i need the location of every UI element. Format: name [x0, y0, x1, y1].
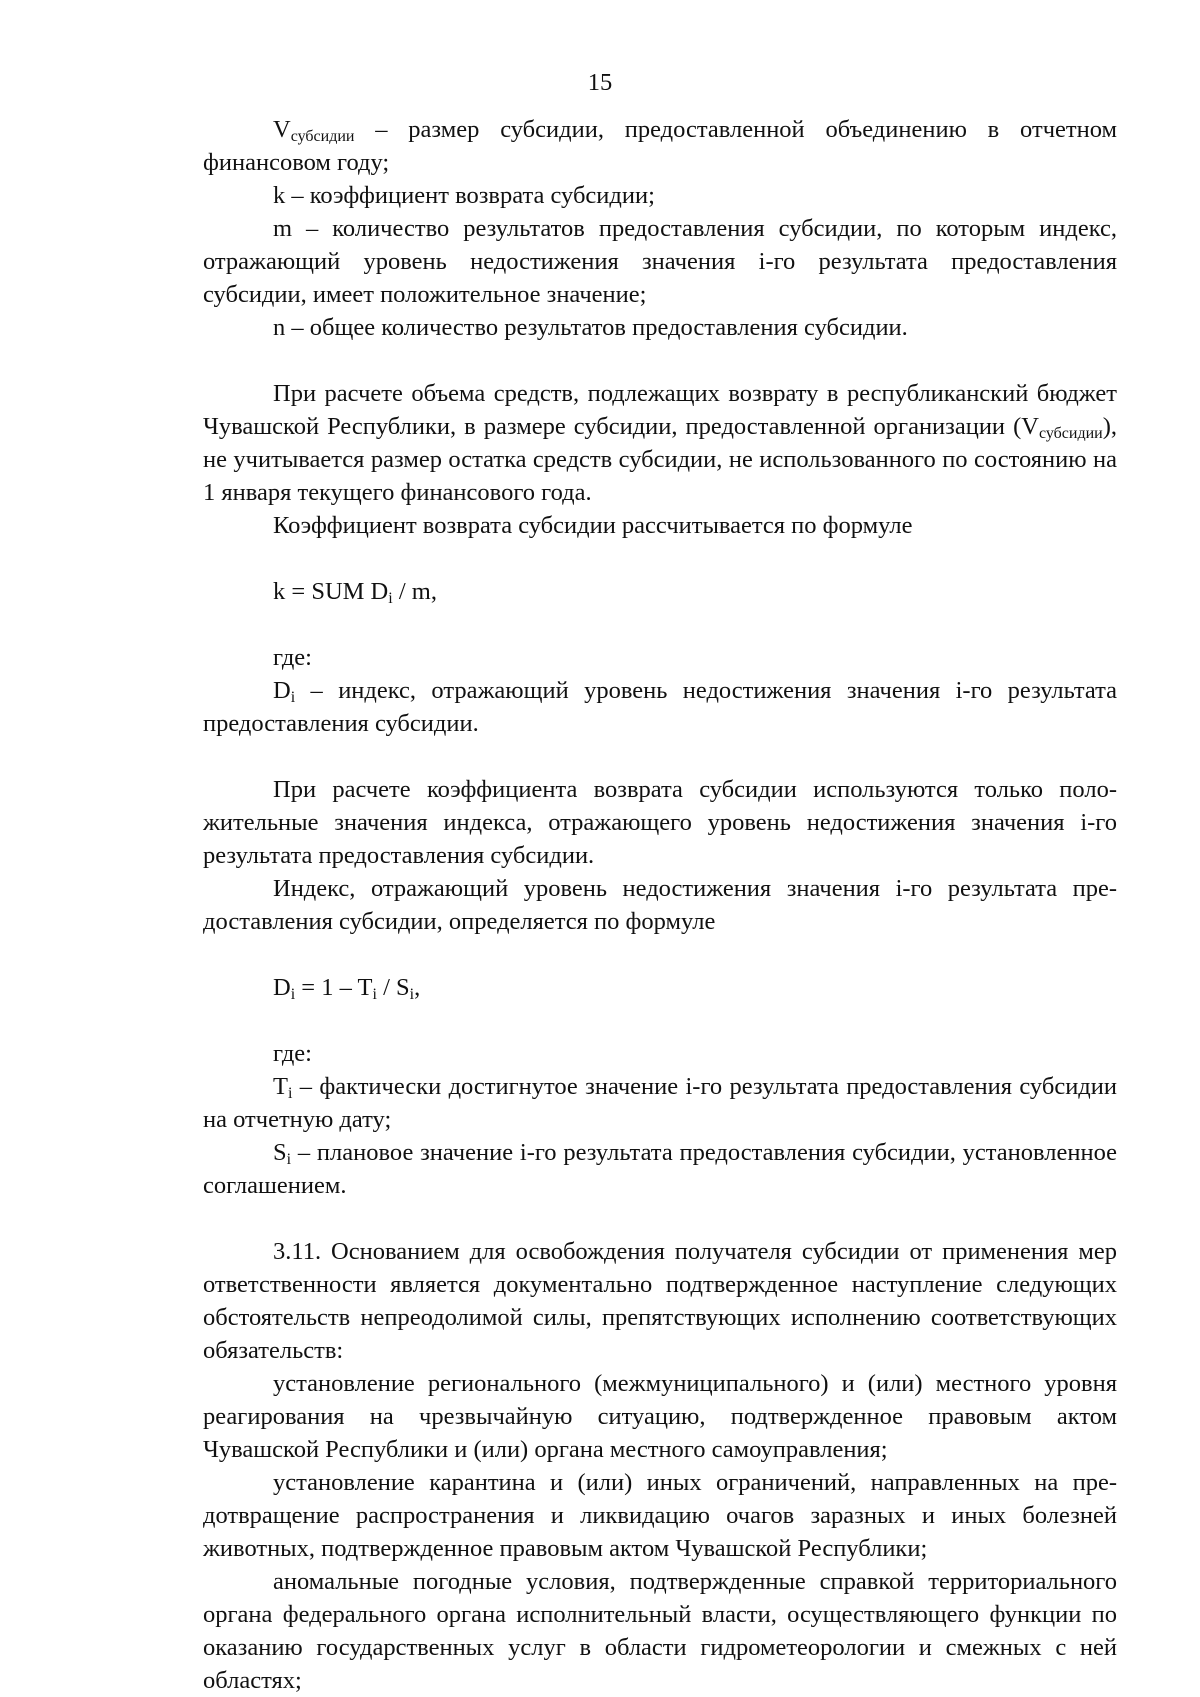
n-definition: n – общее количество результатов предоставления субсидии.	[273, 314, 908, 341]
index-formula-intro: Индекс, отражающий уровень недостижения значения i-го результата предоставления субсидии, определяется по формуле	[203, 875, 1117, 935]
where-label-2: где:	[273, 1040, 312, 1067]
di-definition: $D_i$ – индекс, отражающий уровень недостижения значения i-го результата предоставления субсидии.	[203, 677, 1117, 737]
si-definition: $S_i$ – плановое значение i-го результата предоставления субсидии, установленное соглашением.	[203, 1139, 1117, 1199]
calculation-paragraph: При расчете объема средств, подлежащих возврату в республиканский бюджет Чувашской Республики, в размере субсидии, предоставленной организации $(V_{субсидии})$, не учитывается размер остатка средств субсидии, не использованного по состоянию на 1 января текущего финансового года.	[203, 380, 1117, 506]
ti-definition: $T_i$ – фактически достигнутое значение i-го результата предоставления субсидии на отчетную дату;	[203, 1073, 1117, 1133]
k-definition: k – коэффициент возврата субсидии;	[273, 182, 655, 209]
force-majeure-emergency: установление регионального (межмуниципального) и (или) местного уровня реагирования на чрезвычайную ситуацию, подтвержденное правовым актом Чувашской Республики и (или) органа местного самоуправления;	[203, 1370, 1117, 1463]
force-majeure-quarantine: установление карантина и (или) иных ограничений, направленных на предотвращение распространения и ликвидацию очагов заразных и иных болезней животных, подтвержденное правовым актом Чувашской Республики;	[203, 1469, 1117, 1562]
where-label-1: где:	[273, 644, 312, 671]
force-majeure-weather: аномальные погодные условия, подтвержденные справкой территориального органа федерального органа исполнительный власти, осуществляющего функции по оказанию государственных услуг в области гидрометеорологии и смежных с ней областях;	[203, 1568, 1117, 1694]
v-subsidy-definition: $V_{субсидии}$ – размер субсидии, предоставленной объединению в отчетном финансовом году;	[203, 116, 1117, 176]
positive-values-paragraph: При расчете коэффициента возврата субсидии используются только положительные значения индекса, отражающего уровень недостижения значения i-го результата предоставления субсидии.	[203, 776, 1117, 869]
document-body	[203, 113, 1117, 1697]
di-formula: $D_i = 1 - T_i / S_i$,	[273, 974, 421, 1003]
k-formula: k = SUM $D_i$ / m,	[273, 578, 437, 607]
clause-3-11: 3.11. Основанием для освобождения получателя субсидии от применения мер ответственности является документально подтвержденное наступление следующих обстоятельств непреодолимой силы, препятствующих исполнению соответствующих обязательств:	[203, 1238, 1117, 1364]
page-number: 15	[587, 69, 613, 96]
m-definition: m – количество результатов предоставления субсидии, по которым индекс, отражающий уровень недостижения значения i-го результата предоставления субсидии, имеет положительное значение;	[203, 215, 1117, 308]
k-formula-intro: Коэффициент возврата субсидии рассчитывается по формуле	[273, 512, 913, 539]
